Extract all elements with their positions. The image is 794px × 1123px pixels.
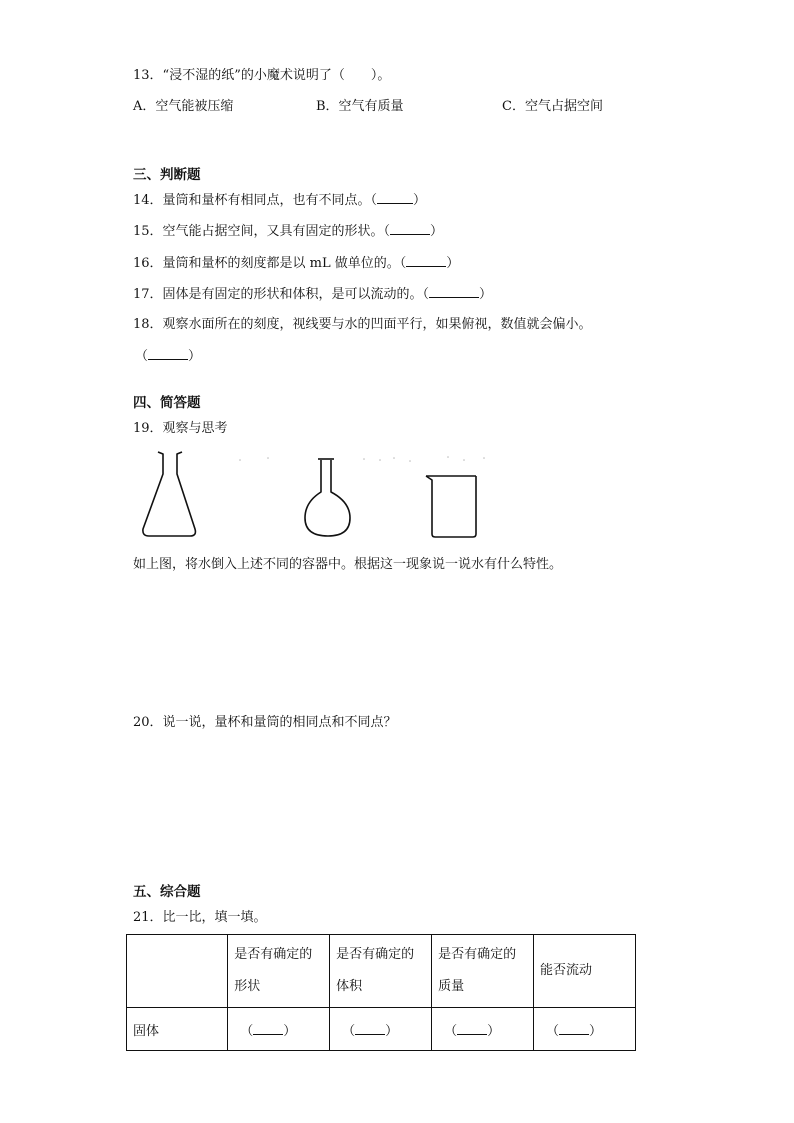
q13-option-c: C．空气占据空间 xyxy=(502,99,603,114)
mass-answer-blank[interactable] xyxy=(457,1022,487,1035)
q15-close: ） xyxy=(430,224,444,239)
volume-answer-blank[interactable] xyxy=(355,1022,385,1035)
q14-text: 14．量筒和量杯有相同点，也有不同点。（ xyxy=(133,193,378,208)
comparison-table xyxy=(126,934,636,1051)
cell-open: （ xyxy=(546,1023,560,1039)
header-mass-label: 是否有确定的质量 xyxy=(438,947,517,994)
scan-noise xyxy=(239,456,485,462)
q17-text: 17．固体是有固定的形状和体积，是可以流动的。（ xyxy=(133,287,430,302)
cell-close: ） xyxy=(589,1023,603,1039)
table-header-row xyxy=(127,935,636,1008)
q15 xyxy=(133,222,443,241)
row-label-solid: 固体 xyxy=(127,1008,228,1051)
q18-open: （ xyxy=(135,349,149,364)
section3-heading: 三、判断题 xyxy=(133,167,201,183)
table-header-cell xyxy=(228,935,330,1008)
q21: 21．比一比，填一填。 xyxy=(133,910,267,925)
q14 xyxy=(133,191,426,210)
q19: 19．观察与思考 xyxy=(133,421,228,436)
containers-figure xyxy=(128,444,498,544)
cell-open: （ xyxy=(240,1023,254,1039)
table-header-cell xyxy=(432,935,534,1008)
header-flow-label: 能否流动 xyxy=(540,963,593,978)
q15-answer-blank[interactable] xyxy=(390,222,430,235)
q15-text: 15．空气能占据空间，又具有固定的形状。（ xyxy=(133,224,391,239)
q14-answer-blank[interactable] xyxy=(377,191,413,204)
shape-answer-blank[interactable] xyxy=(253,1022,283,1035)
q14-close: ） xyxy=(413,193,427,208)
q13-stem: 13．“浸不湿的纸”的小魔术说明了（ ）。 xyxy=(133,68,391,83)
section4-heading: 四、简答题 xyxy=(133,395,201,411)
q20: 20．说一说，量杯和量筒的相同点和不同点？ xyxy=(133,715,397,730)
table-cell xyxy=(228,1008,330,1051)
table-cell xyxy=(534,1008,636,1051)
q17-answer-blank[interactable] xyxy=(429,285,479,298)
table-header-cell xyxy=(127,935,228,1008)
cell-open: （ xyxy=(444,1023,458,1039)
q16-answer-blank[interactable] xyxy=(406,254,446,267)
q13-option-b: B．空气有质量 xyxy=(316,99,404,114)
q18-answer-blank[interactable] xyxy=(148,347,188,360)
q19-description: 如上图，将水倒入上述不同的容器中。根据这一现象说一说水有什么特性。 xyxy=(133,557,563,572)
cell-open: （ xyxy=(342,1023,356,1039)
q17 xyxy=(133,285,492,304)
table-header-cell xyxy=(534,935,636,1008)
q18-close: ） xyxy=(188,349,202,364)
q16 xyxy=(133,254,459,273)
flow-answer-blank[interactable] xyxy=(559,1022,589,1035)
q16-text: 16．量筒和量杯的刻度都是以 mL 做单位的。（ xyxy=(133,256,407,271)
cell-close: ） xyxy=(283,1023,297,1039)
section5-heading: 五、综合题 xyxy=(133,884,201,900)
q16-close: ） xyxy=(446,256,460,271)
volumetric-flask-icon xyxy=(305,459,350,536)
header-shape-label: 是否有确定的形状 xyxy=(234,947,313,994)
cell-close: ） xyxy=(385,1023,399,1039)
table-cell xyxy=(432,1008,534,1051)
cell-close: ） xyxy=(487,1023,501,1039)
table-header-cell xyxy=(330,935,432,1008)
table-row xyxy=(127,1008,636,1051)
q13-option-a: A．空气能被压缩 xyxy=(133,99,234,114)
beaker-icon xyxy=(426,476,476,537)
q17-close: ） xyxy=(479,287,493,302)
table-cell xyxy=(330,1008,432,1051)
q18-answer-line xyxy=(135,347,201,366)
q18: 18．观察水面所在的刻度，视线要与水的凹面平行，如果俯视，数值就会偏小。 xyxy=(133,317,592,332)
header-volume-label: 是否有确定的体积 xyxy=(336,947,415,994)
conical-flask-icon xyxy=(143,452,196,536)
